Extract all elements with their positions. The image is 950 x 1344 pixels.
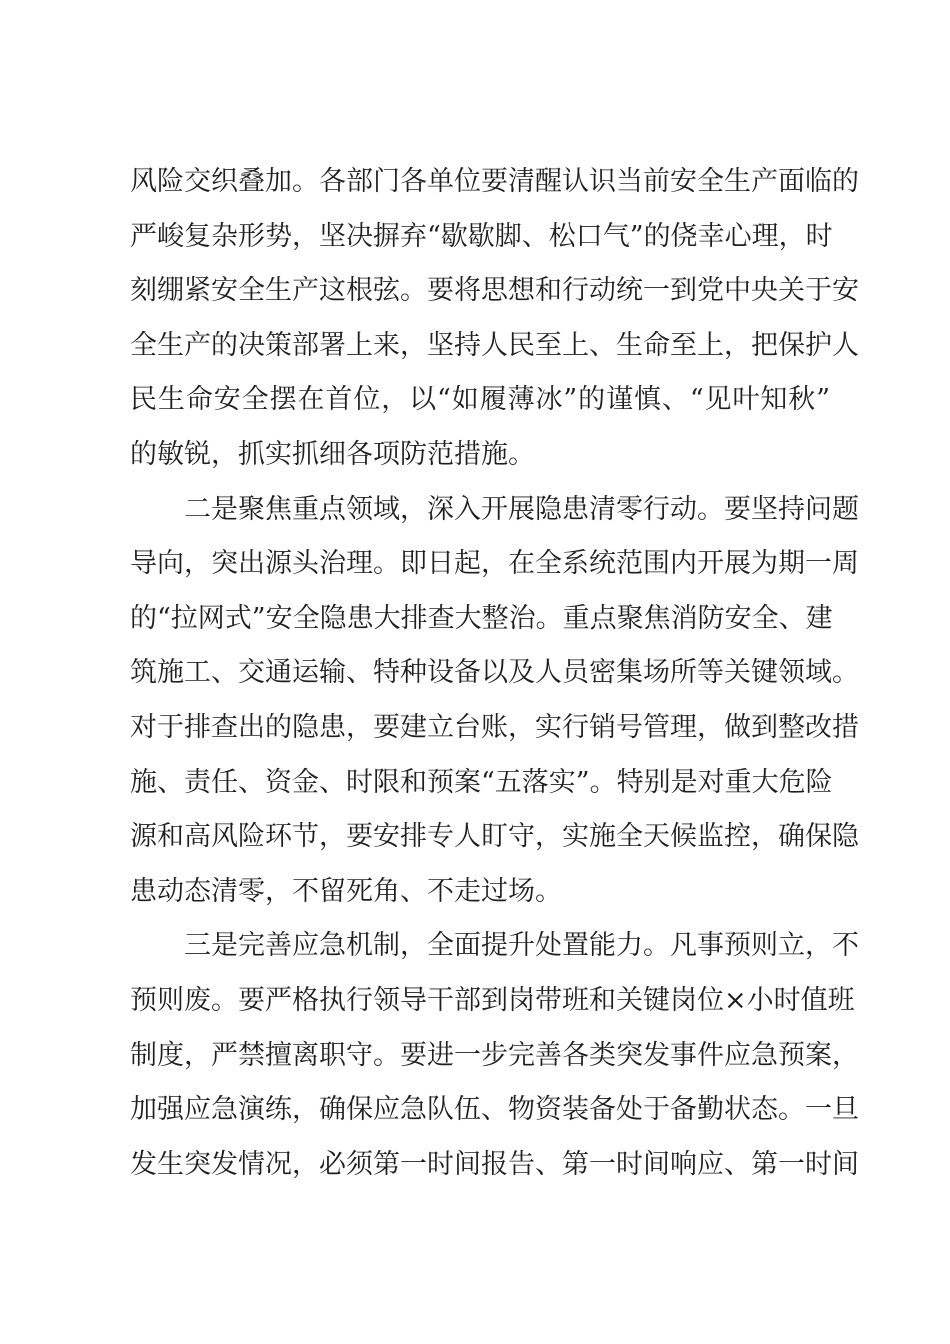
text-line: 的敏锐，抓实抓细各项防范措施。 xyxy=(130,438,535,470)
text-line: 源和高风险环节，要安排专人盯守，实施全天候监控，确保隐 xyxy=(130,821,859,853)
text-line: 全生产的决策部署上来，坚持人民至上、生命至上，把保护人 xyxy=(130,329,859,361)
text-line: 预则废。要严格执行领导干部到岗带班和关键岗位×小时值班 xyxy=(130,984,855,1016)
text-line: 患动态清零，不留死角、不走过场。 xyxy=(130,875,562,907)
text-line: 对于排查出的隐患，要建立台账，实行销号管理，做到整改措 xyxy=(130,711,859,743)
paragraph-3 xyxy=(130,919,859,1192)
text-line: 的“拉网式”安全隐患大排查大整治。重点聚焦消防安全、建 xyxy=(130,602,833,634)
text-line: 三是完善应急机制，全面提升处置能力。凡事预则立，不 xyxy=(184,930,859,962)
text-line: 风险交织叠加。各部门各单位要清醒认识当前安全生产面临的 xyxy=(130,166,859,197)
paragraph-2 xyxy=(130,483,859,920)
text-line: 二是聚焦重点领域，深入开展隐患清零行动。要坚持问题 xyxy=(184,493,859,525)
text-line: 筑施工、交通运输、特种设备以及人员密集场所等关键领域。 xyxy=(130,657,859,689)
document-body xyxy=(130,155,859,1192)
text-line: 制度，严禁擅离职守。要进一步完善各类突发事件应急预案， xyxy=(130,1039,859,1071)
text-line: 刻绷紧安全生产这根弦。要将思想和行动统一到党中央关于安 xyxy=(130,275,859,307)
text-line: 民生命安全摆在首位，以“如履薄冰”的谨慎、“见叶知秋” xyxy=(130,384,830,416)
text-line: 施、责任、资金、时限和预案“五落实”。特别是对重大危险 xyxy=(130,766,833,798)
text-line: 加强应急演练，确保应急队伍、物资装备处于备勤状态。一旦 xyxy=(130,1094,859,1126)
paragraph-1 xyxy=(130,155,859,483)
text-line: 导向，突出源头治理。即日起，在全系统范围内开展为期一周 xyxy=(130,548,859,580)
text-line: 严峻复杂形势，坚决摒弃“歇歇脚、松口气”的侥幸心理，时 xyxy=(130,220,833,252)
text-line: 发生突发情况，必须第一时间报告、第一时间响应、第一时间 xyxy=(130,1148,859,1180)
